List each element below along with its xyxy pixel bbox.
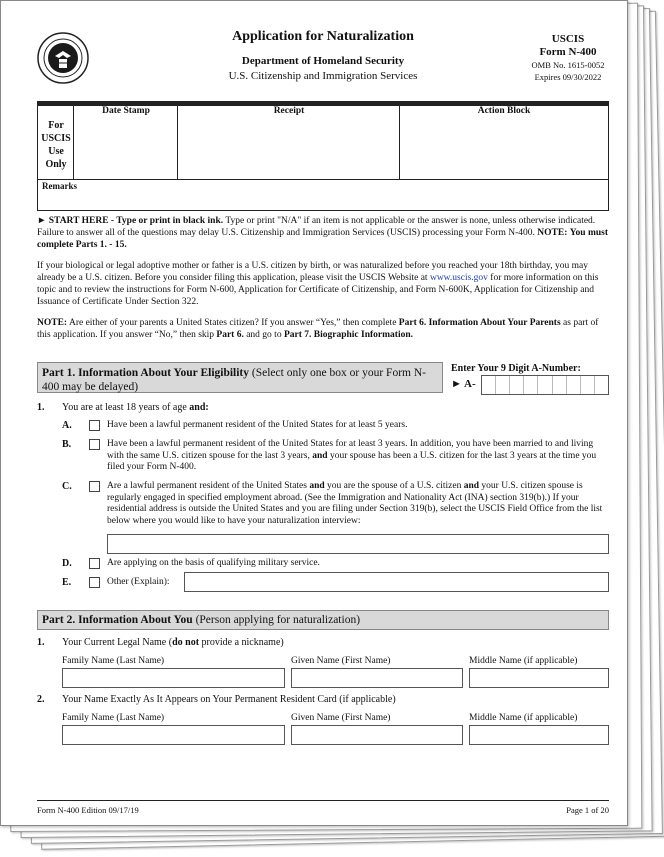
part2-q1-text — [62, 637, 284, 648]
part2-q1-text-a: Your Current Legal Name ( — [62, 637, 173, 648]
part2-q1-number: 1. — [37, 637, 45, 648]
option-a-checkbox[interactable] — [89, 420, 100, 431]
parents-note-text-e: and go to — [246, 330, 282, 340]
option-b-text-a: Have been a lawful permanent resident of the United States for at least 3 years. In addition, you have been married to and living with the same U.S. citizen spouse for the last 3 years, — [107, 439, 594, 461]
citizenship-info-text-b: for more information on this topic and to review the instructions for Form N-600, Application for Certificate of Citizenship, and Form N-600K, Application for Citizenship and Issuance of Certificate Under Section 322. — [37, 273, 599, 307]
form-title: Application for Naturalization — [232, 29, 414, 44]
prc-family-name-input[interactable] — [62, 725, 285, 745]
prc-middle-name-input[interactable] — [469, 725, 609, 745]
option-b-letter: B. — [62, 439, 72, 450]
service-name: U.S. Citizenship and Immigration Services — [228, 70, 418, 82]
option-d-letter: D. — [62, 558, 72, 569]
page-number: Page 1 of 20 — [566, 805, 609, 815]
part2-heading — [37, 610, 609, 630]
department-name: Department of Homeland Security — [241, 55, 405, 67]
parents-note-paragraph — [37, 317, 609, 341]
anumber-prefix: ► A- — [451, 378, 476, 390]
dhs-seal-icon — [37, 32, 89, 84]
receipt-column — [178, 106, 400, 179]
option-a-text: Have been a lawful permanent resident of the United States for at least 5 years. — [107, 420, 408, 430]
option-c-checkbox[interactable] — [89, 481, 100, 492]
part2-q1-text-b: provide a nickname) — [201, 637, 284, 648]
part1-question-text — [62, 402, 209, 413]
given-name-input[interactable] — [291, 668, 463, 688]
parents-note-text-a: Are either of your parents a United States citizen? If you answer “Yes,” then complete — [68, 318, 397, 328]
form-edition: Form N-400 Edition 09/17/19 — [37, 805, 139, 815]
option-e-text: Other (Explain): — [107, 577, 170, 587]
citizenship-info-paragraph — [37, 260, 609, 308]
start-here-bold: ► START HERE - Type or print in black ink. — [37, 216, 224, 226]
option-d-checkbox[interactable] — [89, 558, 100, 569]
option-b-and: and — [312, 450, 328, 461]
option-a-letter: A. — [62, 420, 72, 431]
action-block-label: Action Block — [477, 106, 531, 116]
option-c-text-b: you are the spouse of a U.S. citizen — [327, 481, 462, 491]
prc-middle-name-label: Middle Name (if applicable) — [469, 713, 578, 723]
option-c-text-a: Are a lawful permanent resident of the United States — [107, 481, 307, 491]
part2-heading-rest: (Person applying for naturalization) — [195, 614, 361, 626]
option-d-text: Are applying on the basis of qualifying military service. — [107, 558, 320, 568]
part1-question-number: 1. — [37, 402, 45, 413]
note-label: NOTE: — [537, 228, 568, 238]
part1-question-and: and: — [189, 402, 209, 413]
start-here-text: Type or print "N/A" if an item is not applicable or the answer is none, unless otherwise indicated. Failure to answer all of the questions may delay U.S. Citizenship and Immigration Services (USCIS) processing your Form N-400. — [37, 216, 596, 238]
uscis-website-link[interactable]: www.uscis.gov — [429, 273, 488, 283]
parents-note-part6: Part 6. Information About Your Parents — [398, 318, 561, 328]
note-label: NOTE: — [37, 318, 68, 328]
option-c-text-c: your U.S. citizen spouse is regularly engaged in specified employment abroad. (See the Immigration and Nationality Act (INA) section 319(b).) If your residential address is outside the United States and you are filing under Section 319(b), select the USCIS Field Office from the list below where you would like to have your naturalization interview: — [107, 481, 603, 526]
use-only-label: For USCIS Use Only — [41, 119, 71, 170]
agency-label: USCIS — [551, 33, 585, 45]
option-e-checkbox[interactable] — [89, 577, 100, 588]
parents-note-part7: Part 7. Biographic Information. — [283, 330, 413, 340]
option-c-and: and — [309, 481, 325, 491]
part1-heading — [37, 362, 443, 393]
remarks-divider — [38, 179, 608, 180]
middle-name-label: Middle Name (if applicable) — [469, 656, 578, 666]
parents-note-part6-skip: Part 6. — [216, 330, 244, 340]
start-here-paragraph — [37, 215, 609, 251]
part2-q2-text: Your Name Exactly As It Appears on Your Permanent Resident Card (if applicable) — [62, 694, 396, 705]
uscis-use-only-box — [37, 101, 609, 211]
date-stamp-label: Date Stamp — [102, 106, 150, 116]
citizenship-info-text-a: If your biological or legal adoptive mother or father is a U.S. citizen by birth, or was naturalized before you reached your 18th birthday, you may already be a U.S. citizen. Before you consider filing this application, please visit the USCIS Website at — [37, 261, 588, 283]
part1-heading-bold: Part 1. Information About Your Eligibility — [42, 367, 250, 379]
part2-q1-text-bold: do not — [172, 637, 200, 648]
option-c-and2: and — [463, 481, 480, 491]
option-b-checkbox[interactable] — [89, 439, 100, 450]
note-bold-text: You must complete Parts 1. - 15. — [37, 228, 609, 250]
prc-family-name-label: Family Name (Last Name) — [62, 713, 165, 723]
receipt-label: Receipt — [273, 106, 305, 116]
family-name-input[interactable] — [62, 668, 285, 688]
field-office-input[interactable] — [107, 534, 609, 554]
given-name-label: Given Name (First Name) — [291, 656, 391, 666]
other-explain-input[interactable] — [184, 572, 609, 592]
part1-heading-rest: (Select only one box or your Form N-400 may be delayed) — [42, 367, 426, 393]
expiration-date: Expires 09/30/2022 — [534, 72, 602, 82]
date-stamp-column — [74, 106, 178, 179]
prc-given-name-label: Given Name (First Name) — [291, 713, 391, 723]
prc-given-name-input[interactable] — [291, 725, 463, 745]
parents-note-text-c: as part of this application. If you answer “No,” then skip — [37, 318, 599, 340]
omb-number: OMB No. 1615-0052 — [531, 60, 605, 70]
anumber-label: Enter Your 9 Digit A-Number: — [451, 363, 581, 374]
option-e-letter: E. — [62, 577, 72, 588]
footer-rule — [37, 800, 609, 801]
option-c-text — [107, 481, 609, 527]
option-c-letter: C. — [62, 481, 72, 492]
family-name-label: Family Name (Last Name) — [62, 656, 165, 666]
part2-heading-bold: Part 2. Information About You — [42, 614, 193, 626]
form-number: Form N-400 — [539, 46, 597, 58]
middle-name-input[interactable] — [469, 668, 609, 688]
part1-question-main: You are at least 18 years of age — [62, 402, 187, 413]
option-b-text-b: your spouse has been a U.S. citizen for the last 3 years at the time you filed your Form N-400. — [107, 450, 597, 472]
anumber-input[interactable] — [481, 375, 609, 395]
part2-q2-number: 2. — [37, 694, 45, 705]
remarks-label: Remarks — [42, 181, 77, 191]
option-b-text — [107, 439, 609, 474]
